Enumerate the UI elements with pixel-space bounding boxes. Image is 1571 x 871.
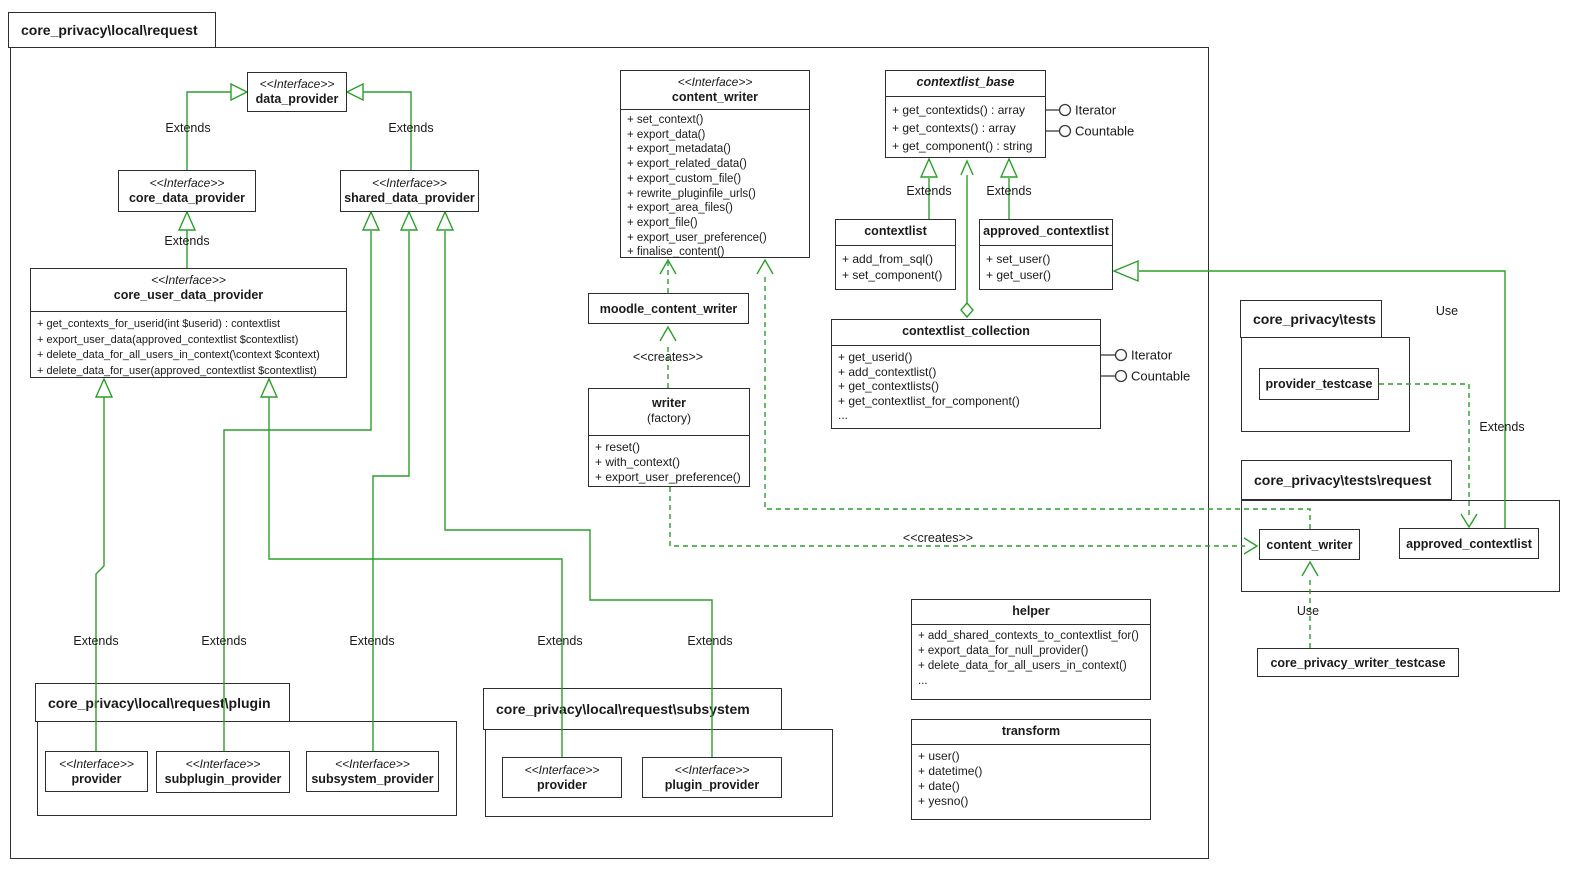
class-name: writer xyxy=(651,396,687,410)
edge-plugin-provider-extends-core-user-data-provider xyxy=(96,379,112,751)
class-header xyxy=(643,758,781,797)
method-line: + set_component() xyxy=(842,268,943,282)
method-line: + export_custom_file() xyxy=(627,172,742,185)
method-line: + export_data_for_null_provider() xyxy=(918,645,1089,657)
class-box-core-data-provider xyxy=(118,170,256,212)
class-name: subsystem_provider xyxy=(311,771,434,786)
class-name: subplugin_provider xyxy=(164,772,282,786)
edge-label-creates: <<creates>> xyxy=(902,531,974,545)
method-line: + get_contextlist_for_component() xyxy=(838,393,1020,408)
method-line: + with_context() xyxy=(595,455,681,469)
lollipop-contextlist-collection-iterator xyxy=(1101,350,1127,361)
class-header xyxy=(836,220,955,246)
class-name: transform xyxy=(1001,724,1061,738)
method-line: + add_contextlist() xyxy=(838,364,937,379)
class-subtitle: (factory) xyxy=(646,411,691,425)
class-header xyxy=(886,71,1045,97)
class-box-core-user-data-provider xyxy=(30,268,347,378)
class-header xyxy=(980,220,1112,246)
edge-subsystem-iface-provider-extends-core-user-data-provider xyxy=(261,379,562,757)
method-line: + delete_data_for_all_users_in_context(\context $context) xyxy=(37,349,320,361)
class-name: provider xyxy=(536,777,587,792)
method-line: ... xyxy=(838,408,849,422)
method-line: + finalise_content() xyxy=(627,246,725,259)
method-line: + add_shared_contexts_to_contextlist_for() xyxy=(918,630,1139,642)
class-header xyxy=(1260,530,1359,559)
edge-label-use: Use xyxy=(1296,604,1320,618)
class-name: moodle_content_writer xyxy=(599,301,738,316)
edge-label-extends: Extends xyxy=(1479,420,1525,434)
class-name: contextlist_base xyxy=(916,75,1015,89)
class-name: core_privacy_writer_testcase xyxy=(1270,655,1446,670)
class-name: provider xyxy=(71,771,122,786)
package-title-text: core_privacy\local\request\subsystem xyxy=(496,701,750,717)
class-header xyxy=(503,758,621,797)
method-list xyxy=(589,436,749,488)
method-list xyxy=(836,246,955,286)
class-box-data-provider xyxy=(247,72,347,112)
class-name: contextlist_collection xyxy=(902,324,1030,338)
class-name: content_writer xyxy=(671,90,759,104)
method-line: + export_data() xyxy=(627,128,706,141)
method-line: + export_file() xyxy=(627,216,698,229)
method-list xyxy=(912,745,1150,812)
class-header xyxy=(912,600,1150,625)
method-line: + get_contexts_for_userid(int $userid) : contextlist xyxy=(37,318,281,330)
edge-label-extends: Extends xyxy=(687,634,733,648)
method-line: + set_context() xyxy=(627,114,704,126)
lollipop-contextlist-base-iterator xyxy=(1046,105,1071,116)
class-header xyxy=(307,752,438,791)
edge-provider-testcase-to-tests-approved-contextlist xyxy=(1379,384,1477,527)
method-line: + export_metadata() xyxy=(627,143,731,156)
edge-label-creates: <<creates>> xyxy=(632,350,704,364)
class-box-plugin-provider xyxy=(45,751,148,792)
lollipop-label-iterator: Iterator xyxy=(1075,102,1117,118)
class-header xyxy=(31,269,346,312)
method-list xyxy=(912,625,1150,692)
method-line: + export_area_files() xyxy=(627,202,733,215)
method-line: + reset() xyxy=(595,440,641,454)
stereotype: <<Interface>> xyxy=(149,176,225,190)
method-line: + export_user_data(approved_contextlist $contextlist) xyxy=(37,333,299,346)
edge-subsystem-provider-extends-shared-data-provider xyxy=(373,212,417,751)
class-name: plugin_provider xyxy=(664,777,760,792)
class-box-subsystem-iface-provider xyxy=(502,757,622,798)
class-header xyxy=(248,73,346,111)
stereotype: <<Interface>> xyxy=(524,762,600,777)
class-header xyxy=(912,720,1150,745)
class-box-writer xyxy=(588,388,750,487)
method-line: + rewrite_pluginfile_urls() xyxy=(627,187,756,200)
stereotype: <<Interface>> xyxy=(372,176,447,190)
class-name: provider_testcase xyxy=(1265,377,1373,391)
class-header xyxy=(1260,369,1378,399)
class-header xyxy=(46,752,147,791)
class-box-subsystem-plugin-provider xyxy=(642,757,782,798)
class-name: approved_contextlist xyxy=(1406,536,1532,551)
edge-label-extends: Extends xyxy=(537,634,583,648)
method-line: + export_user_preference() xyxy=(595,470,741,484)
edge-label-extends: Extends xyxy=(388,121,434,135)
class-header xyxy=(832,320,1100,346)
method-line: + user() xyxy=(918,749,960,763)
class-header xyxy=(589,389,749,436)
package-title-text: core_privacy\tests xyxy=(1253,311,1376,327)
lollipop-contextlist-collection-countable xyxy=(1101,371,1127,382)
method-line: ... xyxy=(918,675,928,687)
class-box-helper xyxy=(911,599,1151,700)
stereotype: <<Interface>> xyxy=(259,77,335,91)
class-box-shared-data-provider xyxy=(340,170,479,212)
class-name: approved_contextlist xyxy=(983,224,1109,238)
class-name: contextlist xyxy=(864,224,927,238)
class-box-core-privacy-writer-testcase xyxy=(1257,648,1459,677)
class-header xyxy=(621,71,809,110)
method-line: + yesno() xyxy=(918,794,969,808)
edge-label-use: Use xyxy=(1435,304,1459,318)
class-box-tests-content-writer xyxy=(1259,529,1360,560)
edge-label-extends: Extends xyxy=(201,634,247,648)
method-line: + export_user_preference() xyxy=(627,231,767,244)
edge-label-extends: Extends xyxy=(164,234,210,248)
class-name: helper xyxy=(1012,604,1050,618)
method-line: + get_contextids() : array xyxy=(892,103,1026,117)
method-line: + set_user() xyxy=(986,252,1051,266)
class-box-moodle-content-writer xyxy=(588,293,749,324)
method-list xyxy=(832,346,1100,426)
class-header xyxy=(341,171,478,211)
method-list xyxy=(886,97,1045,158)
method-line: + get_contexts() : array xyxy=(892,121,1016,135)
method-line: + add_from_sql() xyxy=(842,252,934,266)
class-box-tests-approved-contextlist xyxy=(1399,528,1539,559)
class-box-subsystem-provider xyxy=(306,751,439,792)
method-line: + get_component() : string xyxy=(892,139,1033,153)
lollipop-contextlist-base-countable xyxy=(1046,126,1071,137)
method-line: + get_user() xyxy=(986,268,1052,282)
edge-label-extends: Extends xyxy=(349,634,395,648)
class-box-contextlist-collection xyxy=(831,319,1101,429)
class-header xyxy=(589,294,748,323)
lollipop-label-countable: Countable xyxy=(1075,123,1135,139)
class-name: content_writer xyxy=(1266,537,1353,552)
edge-label-extends: Extends xyxy=(73,634,119,648)
class-header xyxy=(119,171,255,211)
class-name: core_data_provider xyxy=(128,191,246,205)
class-header xyxy=(1258,649,1458,676)
method-line: + get_userid() xyxy=(838,350,913,364)
method-line: + datetime() xyxy=(918,764,983,778)
method-list xyxy=(31,312,346,384)
class-box-subplugin-provider xyxy=(156,751,290,793)
class-box-contextlist xyxy=(835,219,956,290)
method-line: + delete_data_for_all_users_in_context() xyxy=(918,660,1127,672)
method-list xyxy=(980,246,1112,286)
method-line: + date() xyxy=(918,779,960,793)
edge-label-extends: Extends xyxy=(165,121,211,135)
stereotype: <<Interface>> xyxy=(335,756,410,771)
class-box-contextlist-base xyxy=(885,70,1046,158)
method-line: + export_related_data() xyxy=(627,158,747,171)
edge-moodle-content-writer-implements-content-writer xyxy=(660,260,676,293)
class-box-approved-contextlist xyxy=(979,219,1113,290)
package-title-text: core_privacy\local\request xyxy=(21,22,198,38)
class-box-transform xyxy=(911,719,1151,820)
method-line: + delete_data_for_user(approved_contextlist $contextlist) xyxy=(37,364,317,377)
stereotype: <<Interface>> xyxy=(677,75,753,89)
edge-label-extends: Extends xyxy=(986,184,1032,198)
edge-contextlist-collection-aggregates-contextlist-base xyxy=(961,161,973,317)
lollipop-label-countable: Countable xyxy=(1131,368,1191,384)
stereotype: <<Interface>> xyxy=(151,273,226,287)
edge-label-extends: Extends xyxy=(906,184,952,198)
class-name: data_provider xyxy=(255,92,339,106)
stereotype: <<Interface>> xyxy=(674,762,750,777)
package-title-text: core_privacy\local\request\plugin xyxy=(48,694,271,711)
class-name: shared_data_provider xyxy=(344,191,475,205)
lollipop-label-iterator: Iterator xyxy=(1131,347,1173,363)
stereotype: <<Interface>> xyxy=(59,756,134,771)
class-header xyxy=(157,752,289,792)
class-box-content-writer xyxy=(620,70,810,258)
class-header xyxy=(1400,529,1538,558)
class-name: core_user_data_provider xyxy=(113,288,264,302)
stereotype: <<Interface>> xyxy=(185,757,261,771)
method-line: + get_contextlists() xyxy=(838,379,940,393)
class-box-provider-testcase xyxy=(1259,368,1379,400)
package-title-text: core_privacy\tests\request xyxy=(1254,472,1432,488)
method-list xyxy=(621,110,809,263)
